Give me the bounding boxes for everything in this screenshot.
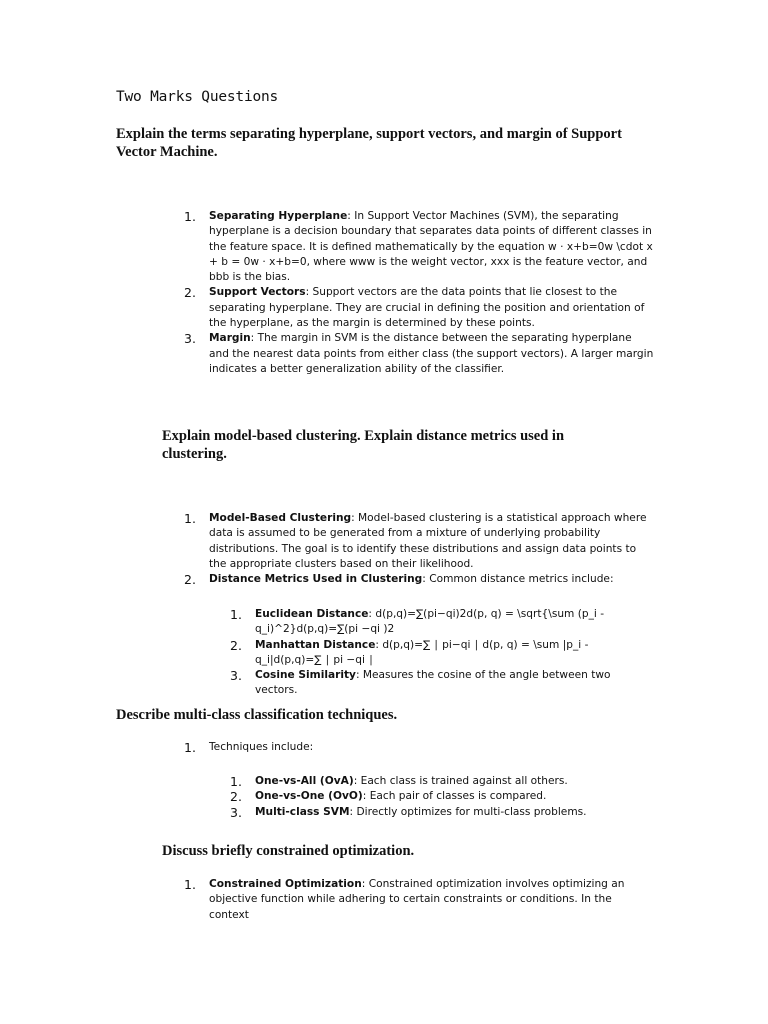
list-text: : In Support Vector Machines (SVM), the separating hyperplane is a decision boundary that separates data points of different classes in the feature space. It is defined mathematically by the equation w · x+b=0w \cdot x + b = 0w · x+b=0, where www is the weight vector, xxx is the feature vector, and bbb is the bias. bbox=[209, 210, 653, 284]
list-text: : Each pair of classes is compared. bbox=[362, 790, 547, 803]
list-term: One-vs-All (OvA) bbox=[255, 775, 354, 787]
list-term: Euclidean Distance bbox=[255, 608, 369, 620]
list-term: Margin bbox=[209, 332, 251, 345]
list-text: : d(p,q)=∑(pi−qi)2d(p, q) = \sqrt{\sum (p_i - q_i)^2}d(p,q)=∑(pi −qi )2 bbox=[255, 608, 605, 636]
list-text: : Directly optimizes for multi-class problems. bbox=[349, 805, 587, 818]
question-heading-multiclass: Describe multi-class classification techniques. bbox=[116, 707, 398, 723]
list-term: Manhattan Distance bbox=[255, 638, 376, 651]
distance-metrics-list bbox=[230, 607, 650, 699]
question-heading-svm: Explain the terms separating hyperplane, support vectors, and margin of Support Vector Machine. bbox=[116, 126, 622, 160]
list-term: Separating Hyperplane bbox=[209, 210, 348, 222]
list-number: 2. bbox=[184, 572, 196, 588]
list-text: : Common distance metrics include: bbox=[422, 573, 614, 586]
list-number: 3. bbox=[184, 331, 196, 347]
list-number: 3. bbox=[230, 804, 242, 820]
list-number: 2. bbox=[230, 789, 242, 805]
answer-list-clustering bbox=[184, 511, 654, 587]
list-number: 1. bbox=[230, 774, 242, 789]
list-number: 1. bbox=[184, 209, 196, 224]
list-item bbox=[184, 331, 654, 377]
list-text: : Support vectors are the data points that lie closest to the separating hyperplane. They are crucial in defining the position and orientation of the hyperplane, as the margin is determined by these points. bbox=[209, 286, 645, 330]
list-text: : Constrained optimization involves optimizing an objective function while adhering to certain constraints or conditions. In the context bbox=[209, 878, 625, 921]
list-text: : The margin in SVM is the distance between the separating hyperplane and the nearest data points from either class (the support vectors). A larger margin indicates a better generalization ability of the classifier. bbox=[209, 332, 654, 375]
list-number: 1. bbox=[184, 740, 196, 755]
list-item bbox=[230, 638, 650, 669]
list-item bbox=[184, 511, 654, 572]
list-number: 1. bbox=[184, 877, 196, 892]
list-term: Constrained Optimization bbox=[209, 878, 362, 890]
list-text: Techniques include: bbox=[209, 741, 314, 753]
question-heading-optimization: Discuss briefly constrained optimization. bbox=[162, 843, 415, 859]
list-item bbox=[184, 572, 654, 587]
answer-list-multiclass bbox=[184, 740, 654, 755]
list-number: 1. bbox=[184, 511, 196, 526]
list-text: : d(p,q)=∑ ∣ pi−qi ∣ d(p, q) = \sum |p_i - q_i|d(p,q)=∑ ∣ pi −qi ∣ bbox=[255, 638, 589, 666]
list-item bbox=[230, 607, 650, 638]
answer-list-svm bbox=[184, 209, 654, 377]
list-number: 2. bbox=[230, 637, 242, 653]
list-number: 2. bbox=[184, 285, 196, 301]
list-item bbox=[230, 805, 650, 820]
list-text: : Model-based clustering is a statistical approach where data is assumed to be generated from a mixture of underlying probability distributions. The goal is to identify these distributions and assign data points to the appropriate clusters based on their likelihood. bbox=[209, 512, 647, 570]
list-item bbox=[184, 285, 654, 331]
list-item bbox=[230, 789, 650, 804]
list-number: 3. bbox=[230, 668, 242, 684]
question-heading-clustering: Explain model-based clustering. Explain distance metrics used in clustering. bbox=[162, 428, 565, 462]
list-term: Multi-class SVM bbox=[255, 805, 350, 818]
page-title: Two Marks Questions bbox=[116, 89, 279, 105]
list-term: Support Vectors bbox=[209, 286, 306, 299]
list-number: 1. bbox=[230, 607, 242, 622]
list-item bbox=[184, 877, 654, 923]
list-text: : Measures the cosine of the angle between two vectors. bbox=[255, 669, 611, 697]
list-term: Distance Metrics Used in Clustering bbox=[209, 573, 423, 586]
techniques-list bbox=[230, 774, 650, 820]
list-text: : Each class is trained against all others. bbox=[353, 775, 568, 787]
list-item bbox=[184, 740, 654, 755]
list-term: Cosine Similarity bbox=[255, 669, 356, 682]
list-item bbox=[184, 209, 654, 285]
list-term: One-vs-One (OvO) bbox=[255, 790, 363, 803]
list-item bbox=[230, 668, 650, 699]
answer-list-optimization bbox=[184, 877, 654, 923]
list-term: Model-Based Clustering bbox=[209, 512, 352, 524]
list-item bbox=[230, 774, 650, 789]
